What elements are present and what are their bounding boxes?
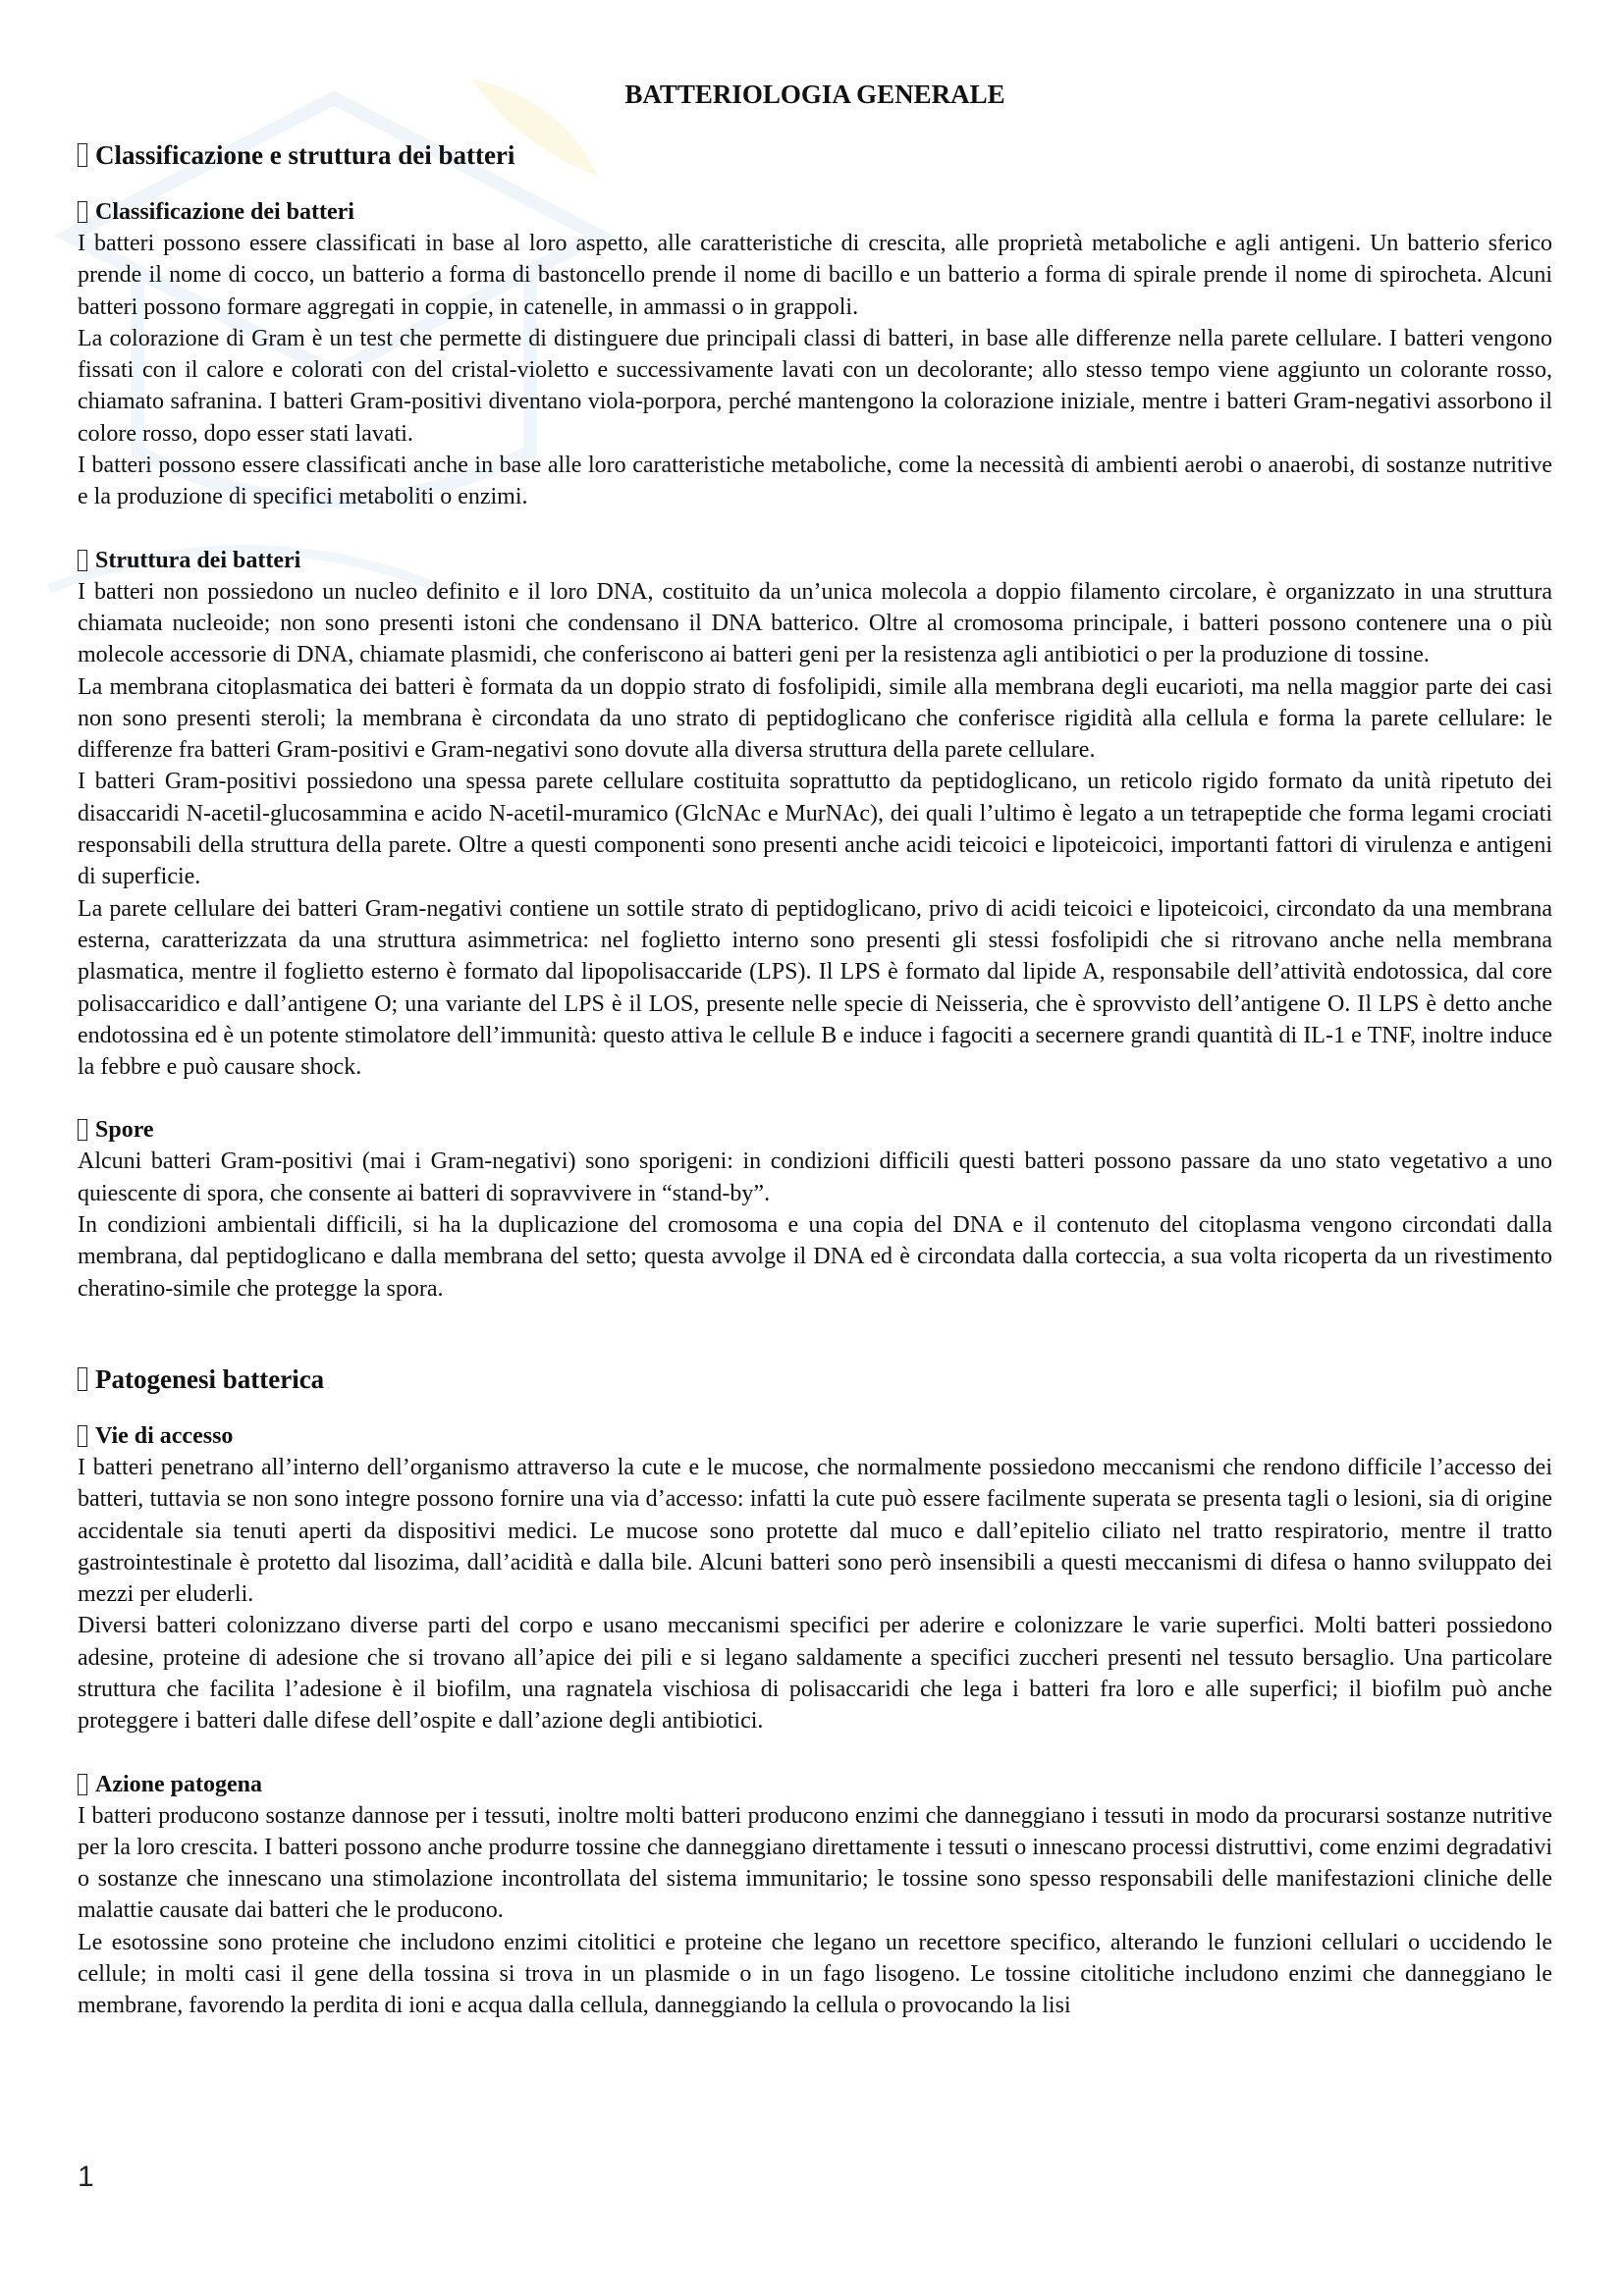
paragraph: I batteri producono sostanze dannose per i tessuti, inoltre molti batteri producono enzimi che danneggiano i tessuti in modo da procurarsi sostanze nutritive per la loro crescita. I batteri possono anche produrre tossine che danneggiano direttamente i tessuti o innescano processi distruttivi, come enzimi degradativi o sostanze che innescano una stimolazione incontrollata del sistema immunitario; le tossine sono spesso responsabili delle manifestazioni cliniche delle malattie causate dai batteri che le producono. <box>78 1802 1552 1924</box>
missing-glyph-icon <box>78 1425 87 1447</box>
section-heading-text: Spore <box>95 1117 154 1144</box>
paragraph: In condizioni ambientali difficili, si ha la duplicazione del cromosoma e una copia del DNA e il contenuto del citoplasma vengono circondati dalla membrana, dal peptidoglicano e dalla membrana del setto; questa avvolge il DNA ed è circondata dalla corteccia, a sua volta ricoperta da un rivestimento cheratino-simile che protegge la spora. <box>78 1212 1552 1302</box>
section-heading <box>78 1114 1552 1146</box>
paragraph: Diversi batteri colonizzano diverse parti del corpo e usano meccanismi specifici per aderire e colonizzare le varie superfici. Molti batteri possiedono adesine, proteine di adesione che si trovano all’apice dei pili e si legano saldamente a specifici zuccheri presenti nel tessuto bersaglio. Una particolare struttura che facilita l’adesione è il biofilm, una ragnatela vischiosa di polisaccaridi che lega i batteri fra loro e alle superfici; il biofilm può anche proteggere i batteri dalle difese dell’ospite e dall’azione degli antibiotici. <box>78 1613 1552 1735</box>
paragraph: I batteri possono essere classificati in base al loro aspetto, alle caratteristiche di crescita, alle proprietà metaboliche e agli antigeni. Un batterio sferico prende il nome di cocco, un batterio a forma di bastoncello prende il nome di bacillo e un batterio a forma di spirale prende il nome di spirocheta. Alcuni batteri possono formare aggregati in coppie, in catenelle, in ammassi o in grappoli. <box>78 231 1552 320</box>
missing-glyph-icon <box>78 550 87 571</box>
chapter-heading-text: Patogenesi batterica <box>95 1363 325 1394</box>
paragraph: Alcuni batteri Gram-positivi (mai i Gram-negativi) sono sporigeni: in condizioni difficili questi batteri possono passare da uno stato vegetativo a uno quiescente di spora, che consente ai batteri di sopravvivere in “stand-by”. <box>78 1148 1552 1206</box>
chapter-heading-text: Classificazione e struttura dei batteri <box>95 140 515 170</box>
document-page <box>78 71 1552 2022</box>
section-heading-text: Vie di accesso <box>95 1422 234 1449</box>
section-heading <box>78 1420 1552 1452</box>
paragraph: La colorazione di Gram è un test che permette di distinguere due principali classi di batteri, in base alle differenze nella parete cellulare. I batteri vengono fissati con il calore e colorati con del cristal-violetto e successivamente lavati con un decolorante; allo stesso tempo viene aggiunto un colorante rosso, chiamato safranina. I batteri Gram-positivi diventano viola-porpora, perché mantengono la colorazione iniziale, mentre i batteri Gram-negativi assorbono il colore rosso, dopo esser stati lavati. <box>78 325 1552 447</box>
paragraph: Le esotossine sono proteine che includono enzimi citolitici e proteine che legano un recettore specifico, alterando le funzioni cellulari o uccidendo le cellule; in molti casi il gene della tossina si trova in un plasmide o in un fago lisogeno. Le tossine citolitiche includono enzimi che danneggiano le membrane, favorendo la perdita di ioni e acqua dalla cellula, danneggiando la cellula o provocando la lisi <box>78 1929 1552 2019</box>
document-title: BATTERIOLOGIA GENERALE <box>624 80 1005 109</box>
paragraph: I batteri possono essere classificati anche in base alle loro caratteristiche metaboliche, come la necessità di ambienti aerobi o anaerobi, di sostanze nutritive e la produzione di specifici metaboliti o enzimi. <box>78 453 1552 510</box>
page-number: 1 <box>78 2161 94 2193</box>
section-heading <box>78 1769 1552 1800</box>
section-heading <box>78 196 1552 228</box>
section-heading-text: Azione patogena <box>95 1771 262 1797</box>
section-heading <box>78 545 1552 576</box>
paragraph: I batteri non possiedono un nucleo definito e il loro DNA, costituito da un’unica molecola a doppio filamento circolare, è organizzato in una struttura chiamata nucleoide; non sono presenti istoni che condensano il DNA batterico. Oltre al cromosoma principale, i batteri possono contenere una o più molecole accessorie di DNA, chiamate plasmidi, che conferiscono ai batteri geni per la resistenza agli antibiotici o per la produzione di tossine. <box>78 578 1552 668</box>
section-heading-text: Struttura dei batteri <box>95 547 301 573</box>
section-heading-text: Classificazione dei batteri <box>95 199 354 225</box>
missing-glyph-icon <box>78 1367 87 1391</box>
chapter-heading <box>78 1363 1552 1395</box>
missing-glyph-icon <box>78 143 87 167</box>
paragraph: I batteri penetrano all’interno dell’organismo attraverso la cute e le mucose, che normalmente possiedono meccanismi che rendono difficile l’accesso dei batteri, tuttavia se non sono integre possono fornire una via d’accesso: infatti la cute può essere facilmente superata se presenta tagli o lesioni, sia di origine accidentale sia tenuti aperti da dispositivi medici. Le mucose sono protette dal muco e dall’epitelio ciliato nel tratto respiratorio, mentre il tratto gastrointestinale è protetto dal lisozima, dall’acidità e dalla bile. Alcuni batteri sono però insensibili a questi meccanismi di difesa o hanno sviluppato dei mezzi per eluderli. <box>78 1454 1552 1608</box>
chapter-heading <box>78 139 1552 171</box>
missing-glyph-icon <box>78 1774 87 1795</box>
missing-glyph-icon <box>78 1119 87 1141</box>
missing-glyph-icon <box>78 201 87 223</box>
paragraph: La parete cellulare dei batteri Gram-negativi contiene un sottile strato di peptidoglicano, privo di acidi teicoici e lipoteicoici, circondato da una membrana esterna, caratterizzata da una struttura asimmetrica: nel foglietto interno sono presenti gli stessi fosfolipidi che si ritrovano anche nella membrana plasmatica, mentre il foglietto esterno è formato dal lipopolisaccaride (LPS). Il LPS è formato dal lipide A, responsabile dell’attività endotossica, dal core polisaccaridico e dall’antigene O; una variante del LPS è il LOS, presente nelle specie di Neisseria, che è sprovvisto dell’antigene O. Il LPS è detto anche endotossina ed è un potente stimolatore dell’immunità: questo attiva le cellule B e induce i fagociti a secernere grandi quantità di IL-1 e TNF, inoltre induce la febbre e può causare shock. <box>78 895 1552 1081</box>
paragraph: La membrana citoplasmatica dei batteri è formata da un doppio strato di fosfolipidi, simile alla membrana degli eucarioti, ma nella maggior parte dei casi non sono presenti steroli; la membrana è circondata da uno strato di peptidoglicano che conferisce rigidità alla cellula e forma la parete cellulare: le differenze fra batteri Gram-positivi e Gram-negativi sono dovute alla diversa struttura della parete cellulare. <box>78 673 1552 764</box>
paragraph: I batteri Gram-positivi possiedono una spessa parete cellulare costituita soprattutto da peptidoglicano, un reticolo rigido formato da unità ripetuto dei disaccaridi N-acetil-glucosammina e acido N-acetil-muramico (GlcNAc e MurNAc), dei quali l’ultimo è legato a un tetrapeptide che forma legami crociati responsabili della struttura della parete. Oltre a questi componenti sono presenti anche acidi teicoici e lipoteicoici, importanti fattori di virulenza e antigeni di superficie. <box>78 769 1552 890</box>
